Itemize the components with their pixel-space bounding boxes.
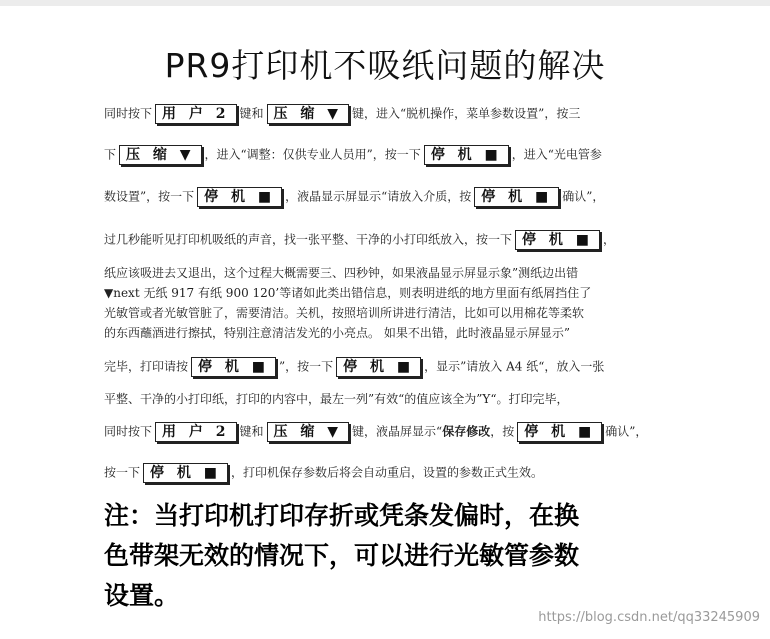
key-stop: 停 机 ■ xyxy=(336,357,421,377)
text-segment: 键，进入“脱机操作，菜单参数设置”，按三 xyxy=(352,106,581,121)
key-compress: 压 缩 ▼ xyxy=(119,145,202,165)
text-segment: 键和 xyxy=(239,424,264,439)
text-line-4 xyxy=(104,230,615,250)
text-line-10: 平整、干净的小打印纸，打印的内容中，最左一列”有效“的值应该全为”Y“。打印完毕， xyxy=(104,392,569,406)
key-user2: 用 户 2 xyxy=(155,422,237,442)
text-line-5: 纸应该吸进去又退出，这个过程大概需要三、四秒钟，如果液晶显示屏显示象”测纸边出错 xyxy=(104,266,579,280)
text-segment: 下 xyxy=(104,147,117,162)
key-compress: 压 缩 ▼ xyxy=(267,104,350,124)
text-segment: 数设置”，按一下 xyxy=(104,189,195,204)
text-segment: 键，液晶屏显示“ xyxy=(352,424,443,439)
text-segment: ，液晶显示屏显示“请放入介质，按 xyxy=(285,189,472,204)
note-line-2: 色带架无效的情况下，可以进行光敏管参数 xyxy=(104,541,580,570)
text-segment: 完毕，打印请按 xyxy=(104,359,189,374)
note-line-1: 注：当打印机打印存折或凭条发偏时，在换 xyxy=(104,501,580,530)
text-segment: ”，按一下 xyxy=(279,359,334,374)
text-segment: ，按 xyxy=(490,424,515,439)
key-user2: 用 户 2 xyxy=(155,104,237,124)
text-segment: 确认”， xyxy=(605,424,648,439)
text-line-3 xyxy=(104,187,604,207)
key-stop: 停 机 ■ xyxy=(424,145,509,165)
key-stop: 停 机 ■ xyxy=(197,187,282,207)
text-line-12 xyxy=(104,463,543,483)
watermark: https://blog.csdn.net/qq33245909 xyxy=(538,610,760,625)
text-line-6: ▼next 无纸 917 有纸 900 120’等诸如此类出错信息，则表明进纸的地方里面有纸屑挡住了 xyxy=(104,286,592,300)
text-line-9 xyxy=(104,357,604,377)
text-line-8: 的东西蘸酒进行擦拭，特别注意清洁发光的小亮点。 如果不出错，此时液晶显示屏显示” xyxy=(104,326,570,340)
top-bar xyxy=(0,0,770,6)
page-title: PR9打印机不吸纸问题的解决 xyxy=(164,46,606,85)
text-segment: 同时按下 xyxy=(104,424,153,439)
key-stop: 停 机 ■ xyxy=(515,230,600,250)
key-stop: 停 机 ■ xyxy=(191,357,276,377)
key-stop: 停 机 ■ xyxy=(143,463,228,483)
key-stop: 停 机 ■ xyxy=(517,422,602,442)
note-line-3: 设置。 xyxy=(104,581,180,610)
text-segment: ，打印机保存参数后将会自动重启，设置的参数正式生效。 xyxy=(231,465,544,480)
text-segment: ， xyxy=(603,232,616,247)
text-segment: 确认”， xyxy=(562,189,605,204)
text-segment: 同时按下 xyxy=(104,106,153,121)
text-segment: ，进入“调整：仅供专业人员用”，按一下 xyxy=(204,147,421,162)
text-line-1 xyxy=(104,104,580,124)
text-segment-bold: 保存修改 xyxy=(442,424,491,439)
text-segment: ，显示”请放入 A4 纸“，放入一张 xyxy=(424,359,605,374)
text-line-2 xyxy=(104,145,602,165)
text-segment: 按一下 xyxy=(104,465,141,480)
text-segment: 键和 xyxy=(239,106,264,121)
text-line-7: 光敏管或者光敏管脏了，需要清洁。关机，按照培训所讲进行清洁，比如可以用棉花等柔软 xyxy=(104,306,585,320)
key-stop: 停 机 ■ xyxy=(474,187,559,207)
text-line-11 xyxy=(104,422,647,442)
text-segment: 过几秒能听见打印机吸纸的声音，找一张平整、干净的小打印纸放入，按一下 xyxy=(104,232,513,247)
text-segment: ，进入“光电管参 xyxy=(511,147,602,162)
key-compress: 压 缩 ▼ xyxy=(267,422,350,442)
